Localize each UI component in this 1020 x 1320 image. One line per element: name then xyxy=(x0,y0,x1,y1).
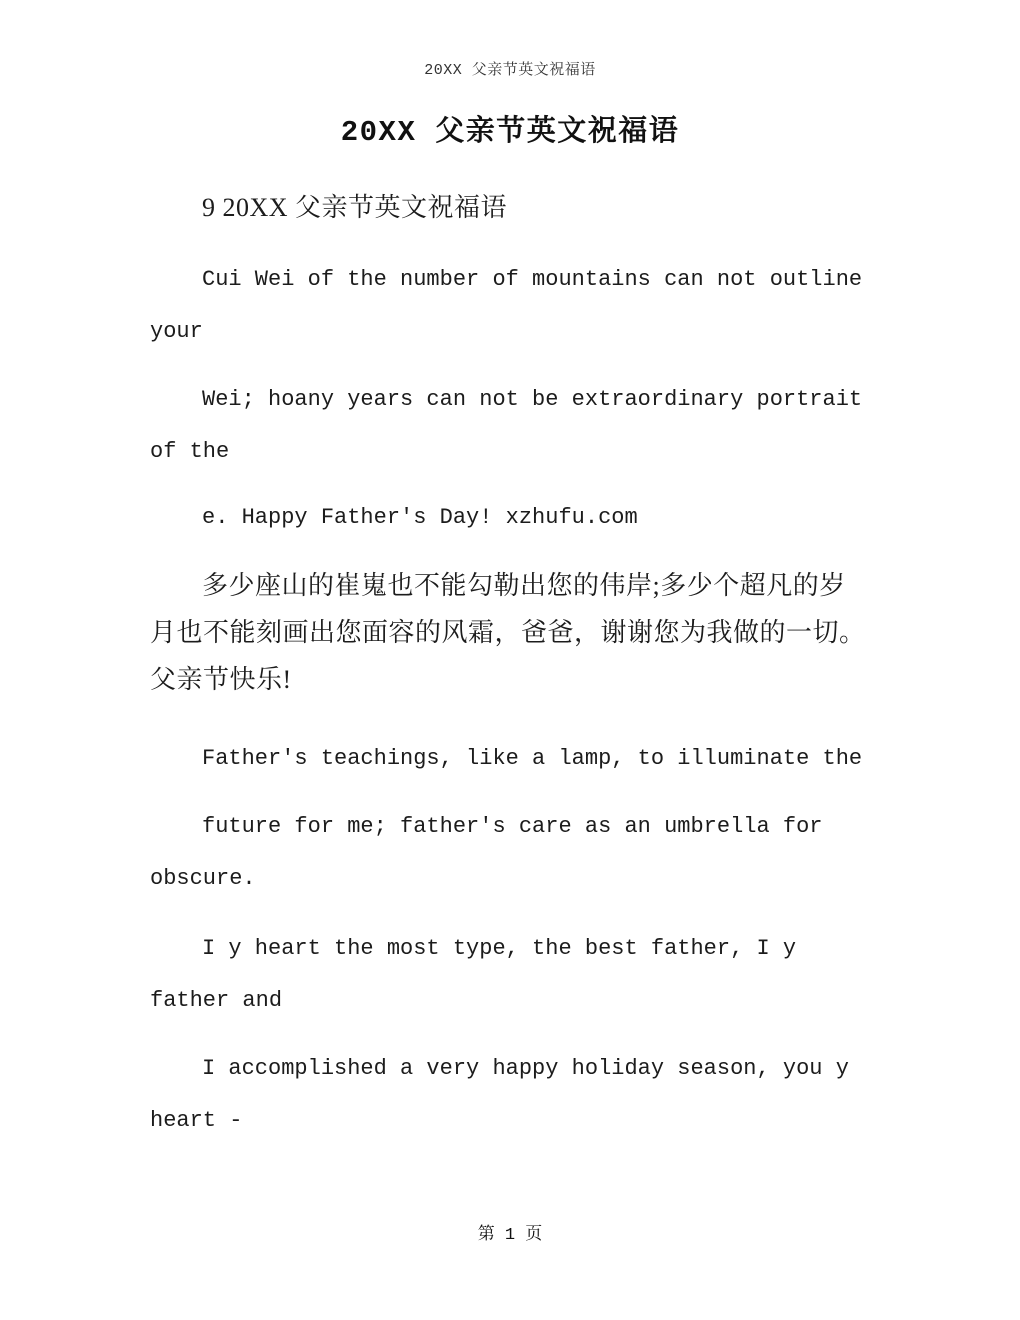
text-line: e. Happy Father's Day! xzhufu.com xyxy=(202,505,638,530)
text-line: of the xyxy=(150,439,230,464)
text-line: I y heart the most type, the best father, I y xyxy=(202,936,797,961)
running-header-text: 20XX 父亲节英文祝福语 xyxy=(424,62,596,79)
text-line: father and xyxy=(150,988,283,1013)
page-number: 第 1 页 xyxy=(477,1226,543,1245)
text-line: 父亲节快乐! xyxy=(150,665,292,694)
text-line: obscure. xyxy=(150,866,256,891)
text-line: your xyxy=(150,319,203,344)
page-footer xyxy=(0,1219,1020,1245)
text-line: Father's teachings, like a lamp, to illuminate the xyxy=(202,746,863,771)
text-line: 多少座山的崔嵬也不能勾勒出您的伟岸;多少个超凡的岁 xyxy=(202,571,846,600)
text-line: future for me; father's care as an umbrella for xyxy=(202,814,823,839)
text-line-heading: 9 20XX 父亲节英文祝福语 xyxy=(202,193,508,222)
text-line: heart - xyxy=(150,1108,243,1133)
text-line: 月也不能刻画出您面容的风霜，爸爸，谢谢您为我做的一切。 xyxy=(150,618,866,647)
page-header xyxy=(0,58,1020,79)
text-line: Wei; hoany years can not be extraordinary portrait xyxy=(202,387,863,412)
text-line: Cui Wei of the number of mountains can not outline xyxy=(202,267,863,292)
document-title: 20XX 父亲节英文祝福语 xyxy=(340,116,680,149)
text-line: I accomplished a very happy holiday season, you y xyxy=(202,1056,849,1081)
